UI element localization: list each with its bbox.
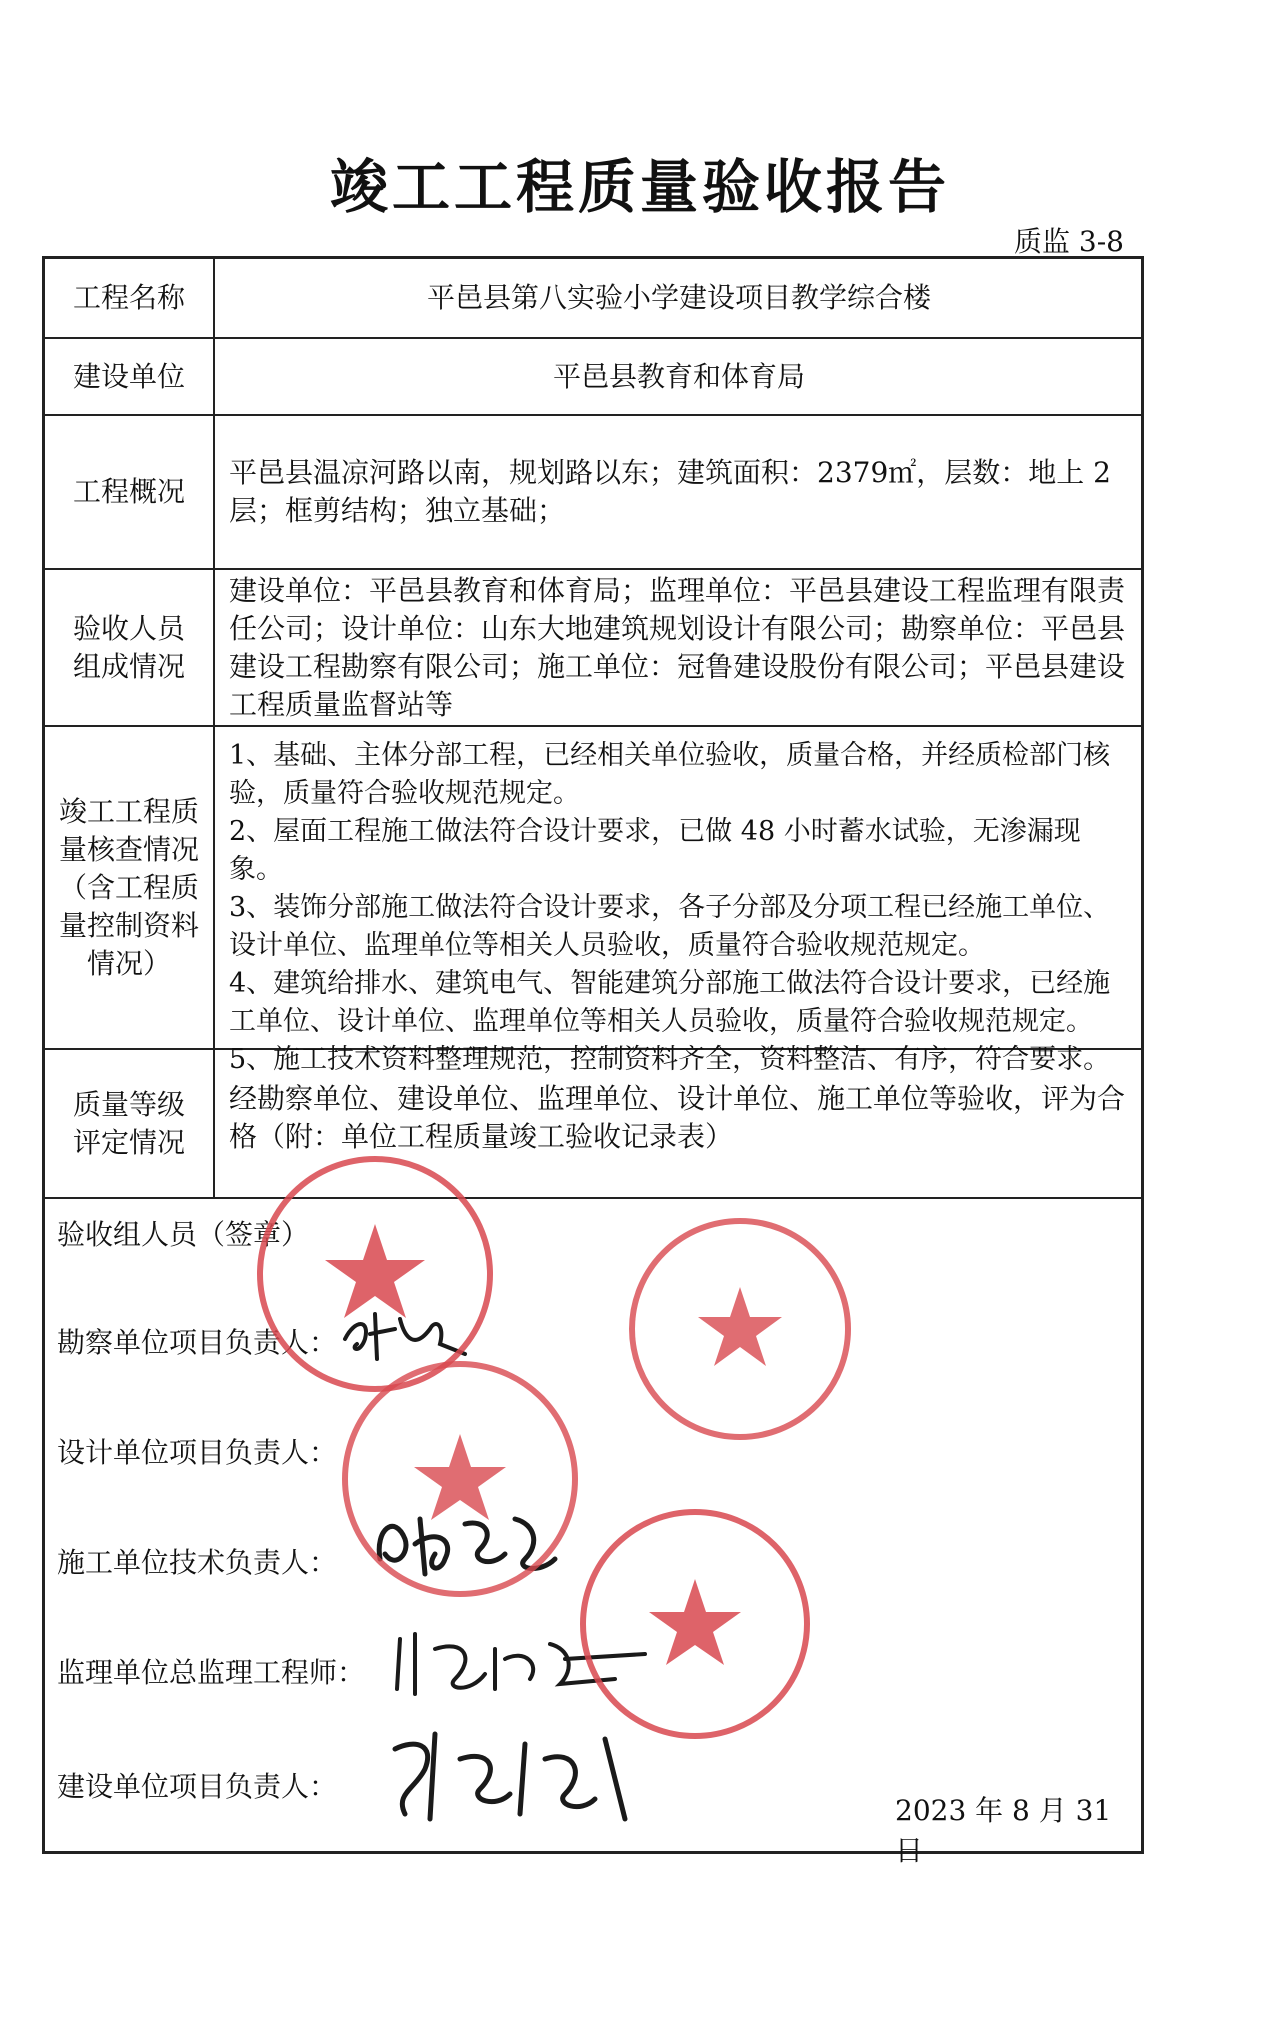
value-grade: 经勘察单位、建设单位、监理单位、设计单位、施工单位等验收，评为合格（附：单位工程质量竣工验收记录表） (229, 1082, 1126, 1153)
row-project-name (45, 259, 1141, 339)
construction-tech-label: 施工单位技术负责人： (57, 1546, 338, 1579)
form-code: 质监 3-8 (1014, 225, 1124, 258)
label-grade: 质量等级 评定情况 (45, 1050, 215, 1197)
value-overview: 平邑县温凉河路以南，规划路以东；建筑面积：2379㎡，层数：地上 2 层；框剪结构；独立基础； (229, 456, 1111, 527)
row-quality-check (45, 727, 1141, 1075)
row-builder (45, 339, 1141, 416)
row-overview (45, 416, 1141, 570)
chief-supervisor-label: 监理单位总监理工程师： (57, 1656, 366, 1689)
row-personnel (45, 570, 1141, 727)
label-builder: 建设单位 (45, 339, 215, 414)
quality-item-1: 1、基础、主体分部工程，已经相关单位验收，质量合格，并经质检部门核验，质量符合验收规范规定。 (229, 740, 1111, 809)
label-personnel: 验收人员 组成情况 (45, 570, 215, 725)
education-bureau-seal (570, 1499, 820, 1749)
quality-item-3: 3、装饰分部施工做法符合设计要求，各子分部及分项工程已经施工单位、设计单位、监理单位等相关人员验收，质量符合验收规范规定。 (229, 892, 1111, 961)
construction-company-seal (330, 1349, 590, 1609)
value-builder: 平邑县教育和体育局 (552, 359, 805, 393)
value-overview-cell (215, 416, 1141, 568)
value-quality-check-list (215, 727, 1141, 1075)
survey-lead-label: 勘察单位项目负责人： (57, 1326, 338, 1359)
design-lead-label: 设计单位项目负责人： (57, 1436, 338, 1469)
supervision-company-seal (620, 1209, 860, 1449)
builder-lead-label: 建设单位项目负责人： (57, 1770, 338, 1803)
signing-date: 2023 年 8 月 31 日 (895, 1794, 1112, 1867)
acceptance-table (42, 256, 1144, 1867)
quality-item-5: 5、施工技术资料整理规范，控制资料齐全，资料整洁、有序，符合要求。 (229, 1044, 1111, 1075)
row-grade (45, 1050, 1141, 1199)
value-project-name: 平邑县第八实验小学建设项目教学综合楼 (426, 281, 931, 314)
value-builder-cell (215, 339, 1141, 414)
quality-item-4: 4、建筑给排水、建筑电气、智能建筑分部施工做法符合设计要求，已经施工单位、设计单位、监理单位等相关人员验收，质量符合验收规范规定。 (229, 968, 1111, 1037)
quality-item-2: 2、屋面工程施工做法符合设计要求，已做 48 小时蓄水试验，无渗漏现象。 (229, 816, 1081, 885)
signature-heading: 验收组人员（签章） (57, 1218, 310, 1251)
label-quality-check: 竣工工程质 量核查情况 （含工程质 量控制资料 情况） (45, 727, 215, 1048)
label-project-name: 工程名称 (45, 259, 215, 337)
label-overview: 工程概况 (45, 416, 215, 568)
value-personnel-cell (215, 570, 1141, 725)
value-project-name-cell (215, 259, 1141, 337)
report-title: 竣工工程质量验收报告 (329, 153, 950, 221)
signature-area (45, 1199, 1141, 1867)
value-personnel: 建设单位：平邑县教育和体育局；监理单位：平邑县建设工程监理有限责任公司；设计单位：山东大地建筑规划设计有限公司；勘察单位：平邑县建设工程勘察有限公司；施工单位：冠鲁建设股份有限公司；平邑县建设工程质量监督站等 (229, 573, 1126, 721)
